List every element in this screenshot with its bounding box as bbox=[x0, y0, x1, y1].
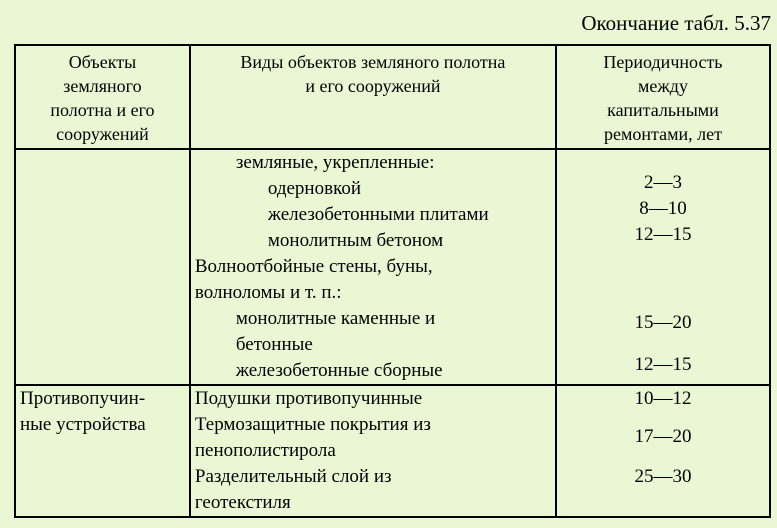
type-line: Волноотбойные стены, буны, bbox=[194, 256, 433, 277]
object-line: Противопучин- bbox=[20, 388, 146, 409]
cell-types bbox=[190, 385, 556, 517]
type-line: монолитным бетоном bbox=[267, 230, 444, 251]
period-value: 2—3 bbox=[643, 172, 682, 193]
type-line: одерновкой bbox=[267, 178, 362, 199]
cell-periods bbox=[556, 149, 770, 385]
header-period bbox=[556, 45, 770, 149]
type-line: бетонные bbox=[235, 334, 313, 355]
header-text: ремонтами, лет bbox=[604, 124, 722, 144]
cell-objects bbox=[15, 149, 190, 385]
type-line: Подушки противопучинные bbox=[194, 388, 423, 409]
maintenance-table bbox=[14, 44, 771, 518]
type-line: волноломы и т. п.: bbox=[194, 282, 342, 303]
table-caption: Окончание табл. 5.37 bbox=[581, 11, 771, 35]
cell-objects bbox=[15, 385, 190, 517]
type-line: земляные, укрепленные: bbox=[235, 152, 435, 173]
header-text: Объекты bbox=[68, 52, 137, 72]
type-line: Термозащитные покрытия из bbox=[194, 414, 431, 435]
period-value: 12—15 bbox=[634, 354, 692, 375]
header-text: и его сооружений bbox=[305, 76, 441, 96]
period-value: 17—20 bbox=[634, 426, 692, 447]
type-line: железобетонными плитами bbox=[267, 204, 489, 225]
header-text: капитальными bbox=[607, 100, 719, 120]
header-text: полотна и его bbox=[50, 100, 155, 120]
type-line: монолитные каменные и bbox=[235, 308, 436, 329]
header-text: Периодичность bbox=[603, 52, 723, 72]
object-line: ные устройства bbox=[20, 414, 146, 435]
period-value: 8—10 bbox=[639, 198, 687, 219]
header-text: сооружений bbox=[56, 124, 149, 144]
header-text: между bbox=[637, 76, 688, 96]
header-types bbox=[190, 45, 556, 149]
header-text: Виды объектов земляного полотна bbox=[240, 52, 506, 72]
cell-periods bbox=[556, 385, 770, 517]
period-value: 10—12 bbox=[634, 388, 692, 409]
header-text: земляного bbox=[63, 76, 142, 96]
type-line: железобетонные сборные bbox=[235, 360, 443, 381]
period-value: 25—30 bbox=[634, 466, 692, 487]
type-line: пенополистирола bbox=[194, 440, 336, 461]
header-objects bbox=[15, 45, 190, 149]
type-line: геотекстиля bbox=[194, 492, 291, 513]
table-row bbox=[15, 149, 770, 385]
header-row bbox=[15, 45, 770, 149]
period-value: 12—15 bbox=[634, 224, 692, 245]
cell-types bbox=[190, 149, 556, 385]
period-value: 15—20 bbox=[634, 312, 692, 333]
table-row bbox=[15, 385, 770, 517]
type-line: Разделительный слой из bbox=[194, 466, 392, 487]
